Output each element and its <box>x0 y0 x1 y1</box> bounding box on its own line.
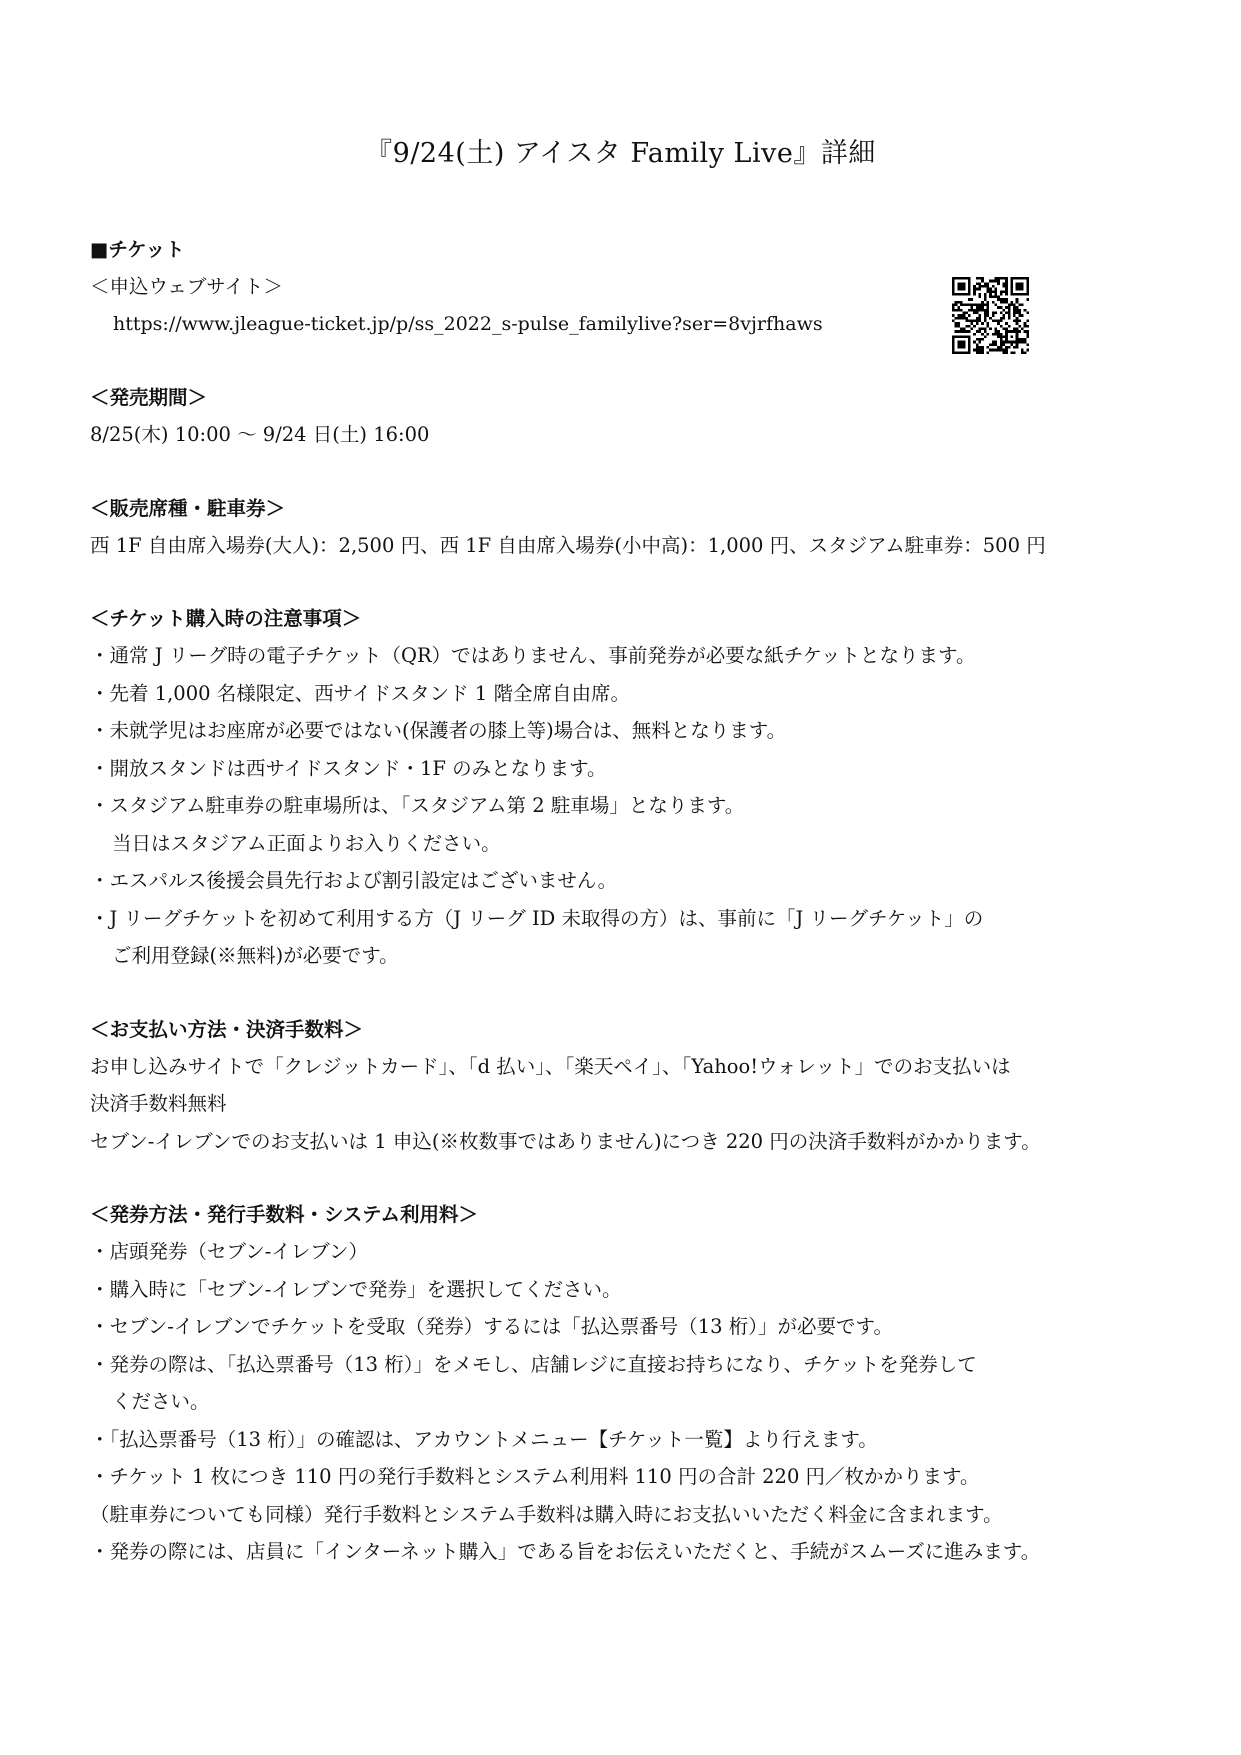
payment-line: 決済手数料無料 <box>90 1092 227 1115</box>
list-item-text: ・店頭発券（セブン-イレブン） <box>90 1240 369 1263</box>
list-item-text: ・先着 1,000 名様限定、西サイドスタンド 1 階全席自由席。 <box>90 681 630 705</box>
list-item-text: ・開放スタンドは西サイドスタンド・1F のみとなります。 <box>90 756 607 780</box>
ticket-url-link[interactable]: https://www.jleague-ticket.jp/p/ss_2022_s-pulse_familylive?ser=8vjrfhaws <box>113 312 823 335</box>
notes-section <box>90 600 1210 975</box>
list-item <box>90 712 1210 750</box>
sale-period-heading: ＜発売期間＞ <box>90 386 208 409</box>
list-item <box>90 675 1210 713</box>
list-item-text: ・購入時に「セブン-イレブンで発券」を選択してください。 <box>90 1277 622 1301</box>
list-item <box>90 1533 1210 1571</box>
list-item-text: （駐車券についても同様）発行手数料とシステム手数料は購入時にお支払いいただく料金に含まれます。 <box>90 1502 1003 1526</box>
list-item <box>90 1346 1210 1421</box>
sale-period-section <box>90 379 1210 454</box>
list-item-continuation: ください。 <box>112 1390 210 1413</box>
issuing-section <box>90 1196 1210 1571</box>
seats-text: 西 1F 自由席入場券(大人)：2,500 円、西 1F 自由席入場券(小中高)：1,000 円、スタジアム駐車券：500 円 <box>90 533 1046 557</box>
page-title: 『9/24(土) アイスタ Family Live』詳細 <box>365 138 876 169</box>
list-item <box>90 1233 1210 1271</box>
issuing-heading: ＜発券方法・発行手数料・システム利用料＞ <box>90 1203 479 1226</box>
document-body <box>90 231 1210 1607</box>
site-label: ＜申込ウェブサイト＞ <box>90 275 283 298</box>
payment-line: お申し込みサイトで「クレジットカード」、「d 払い」、「楽天ペイ」、「Yahoo!ウォレット」でのお支払いは <box>90 1054 1011 1078</box>
seats-section <box>90 490 1210 565</box>
list-item-text: ・通常 J リーグ時の電子チケット（QR）ではありません、事前発券が必要な紙チケットとなります。 <box>90 644 976 667</box>
list-item <box>90 1271 1210 1309</box>
list-item-text: ・発券の際には、店員に「インターネット購入」である旨をお伝えいただくと、手続がスムーズに進みます。 <box>90 1540 1041 1563</box>
list-item <box>90 750 1210 788</box>
list-item-text: ・スタジアム駐車券の駐車場所は、「スタジアム第 2 駐車場」となります。 <box>90 794 745 817</box>
sale-period-text: 8/25(木) 10:00 ～ 9/24 日(土) 16:00 <box>90 423 430 446</box>
list-item-continuation: ご利用登録(※無料)が必要です。 <box>112 944 399 967</box>
payment-line: セブン-イレブンでのお支払いは 1 申込(※枚数事ではありません)につき 220 円の決済手数料がかかります。 <box>90 1129 1041 1153</box>
ticket-heading: ■チケット <box>90 238 185 261</box>
issuing-list <box>90 1233 1210 1571</box>
payment-section <box>90 1011 1210 1161</box>
list-item <box>90 1496 1210 1534</box>
list-item-text: ・発券の際は、「払込票番号（13 桁）」をメモし、店舗レジに直接お持ちになり、チケットを発券して <box>90 1352 977 1376</box>
notes-heading: ＜チケット購入時の注意事項＞ <box>90 607 362 630</box>
list-item <box>90 862 1210 900</box>
list-item <box>90 1308 1210 1346</box>
list-item-text: ・エスパルス後援会員先行および割引設定はございません。 <box>90 869 618 892</box>
ticket-section <box>90 231 1210 343</box>
list-item-text: ・J リーグチケットを初めて利用する方（J リーグ ID 未取得の方）は、事前に「J リーグチケット」の <box>90 906 984 930</box>
list-item-text: ・チケット 1 枚につき 110 円の発行手数料とシステム利用料 110 円の合計 220 円／枚かかります。 <box>90 1465 980 1488</box>
notes-list <box>90 637 1210 975</box>
list-item <box>90 1421 1210 1459</box>
list-item <box>90 787 1210 862</box>
list-item-continuation: 当日はスタジアム正面よりお入りください。 <box>112 831 501 855</box>
list-item-text: ・セブン-イレブンでチケットを受取（発券）するには「払込票番号（13 桁）」が必要です。 <box>90 1315 893 1338</box>
seats-heading: ＜販売席種・駐車券＞ <box>90 496 286 520</box>
list-item-text: ・「払込票番号（13 桁）」の確認は、アカウントメニュー【チケット一覧】より行えます。 <box>90 1427 878 1451</box>
list-item <box>90 900 1210 975</box>
list-item <box>90 637 1210 675</box>
list-item-text: ・未就学児はお座席が必要ではない(保護者の膝上等)場合は、無料となります。 <box>90 719 787 742</box>
list-item <box>90 1458 1210 1496</box>
payment-heading: ＜お支払い方法・決済手数料＞ <box>90 1017 364 1041</box>
